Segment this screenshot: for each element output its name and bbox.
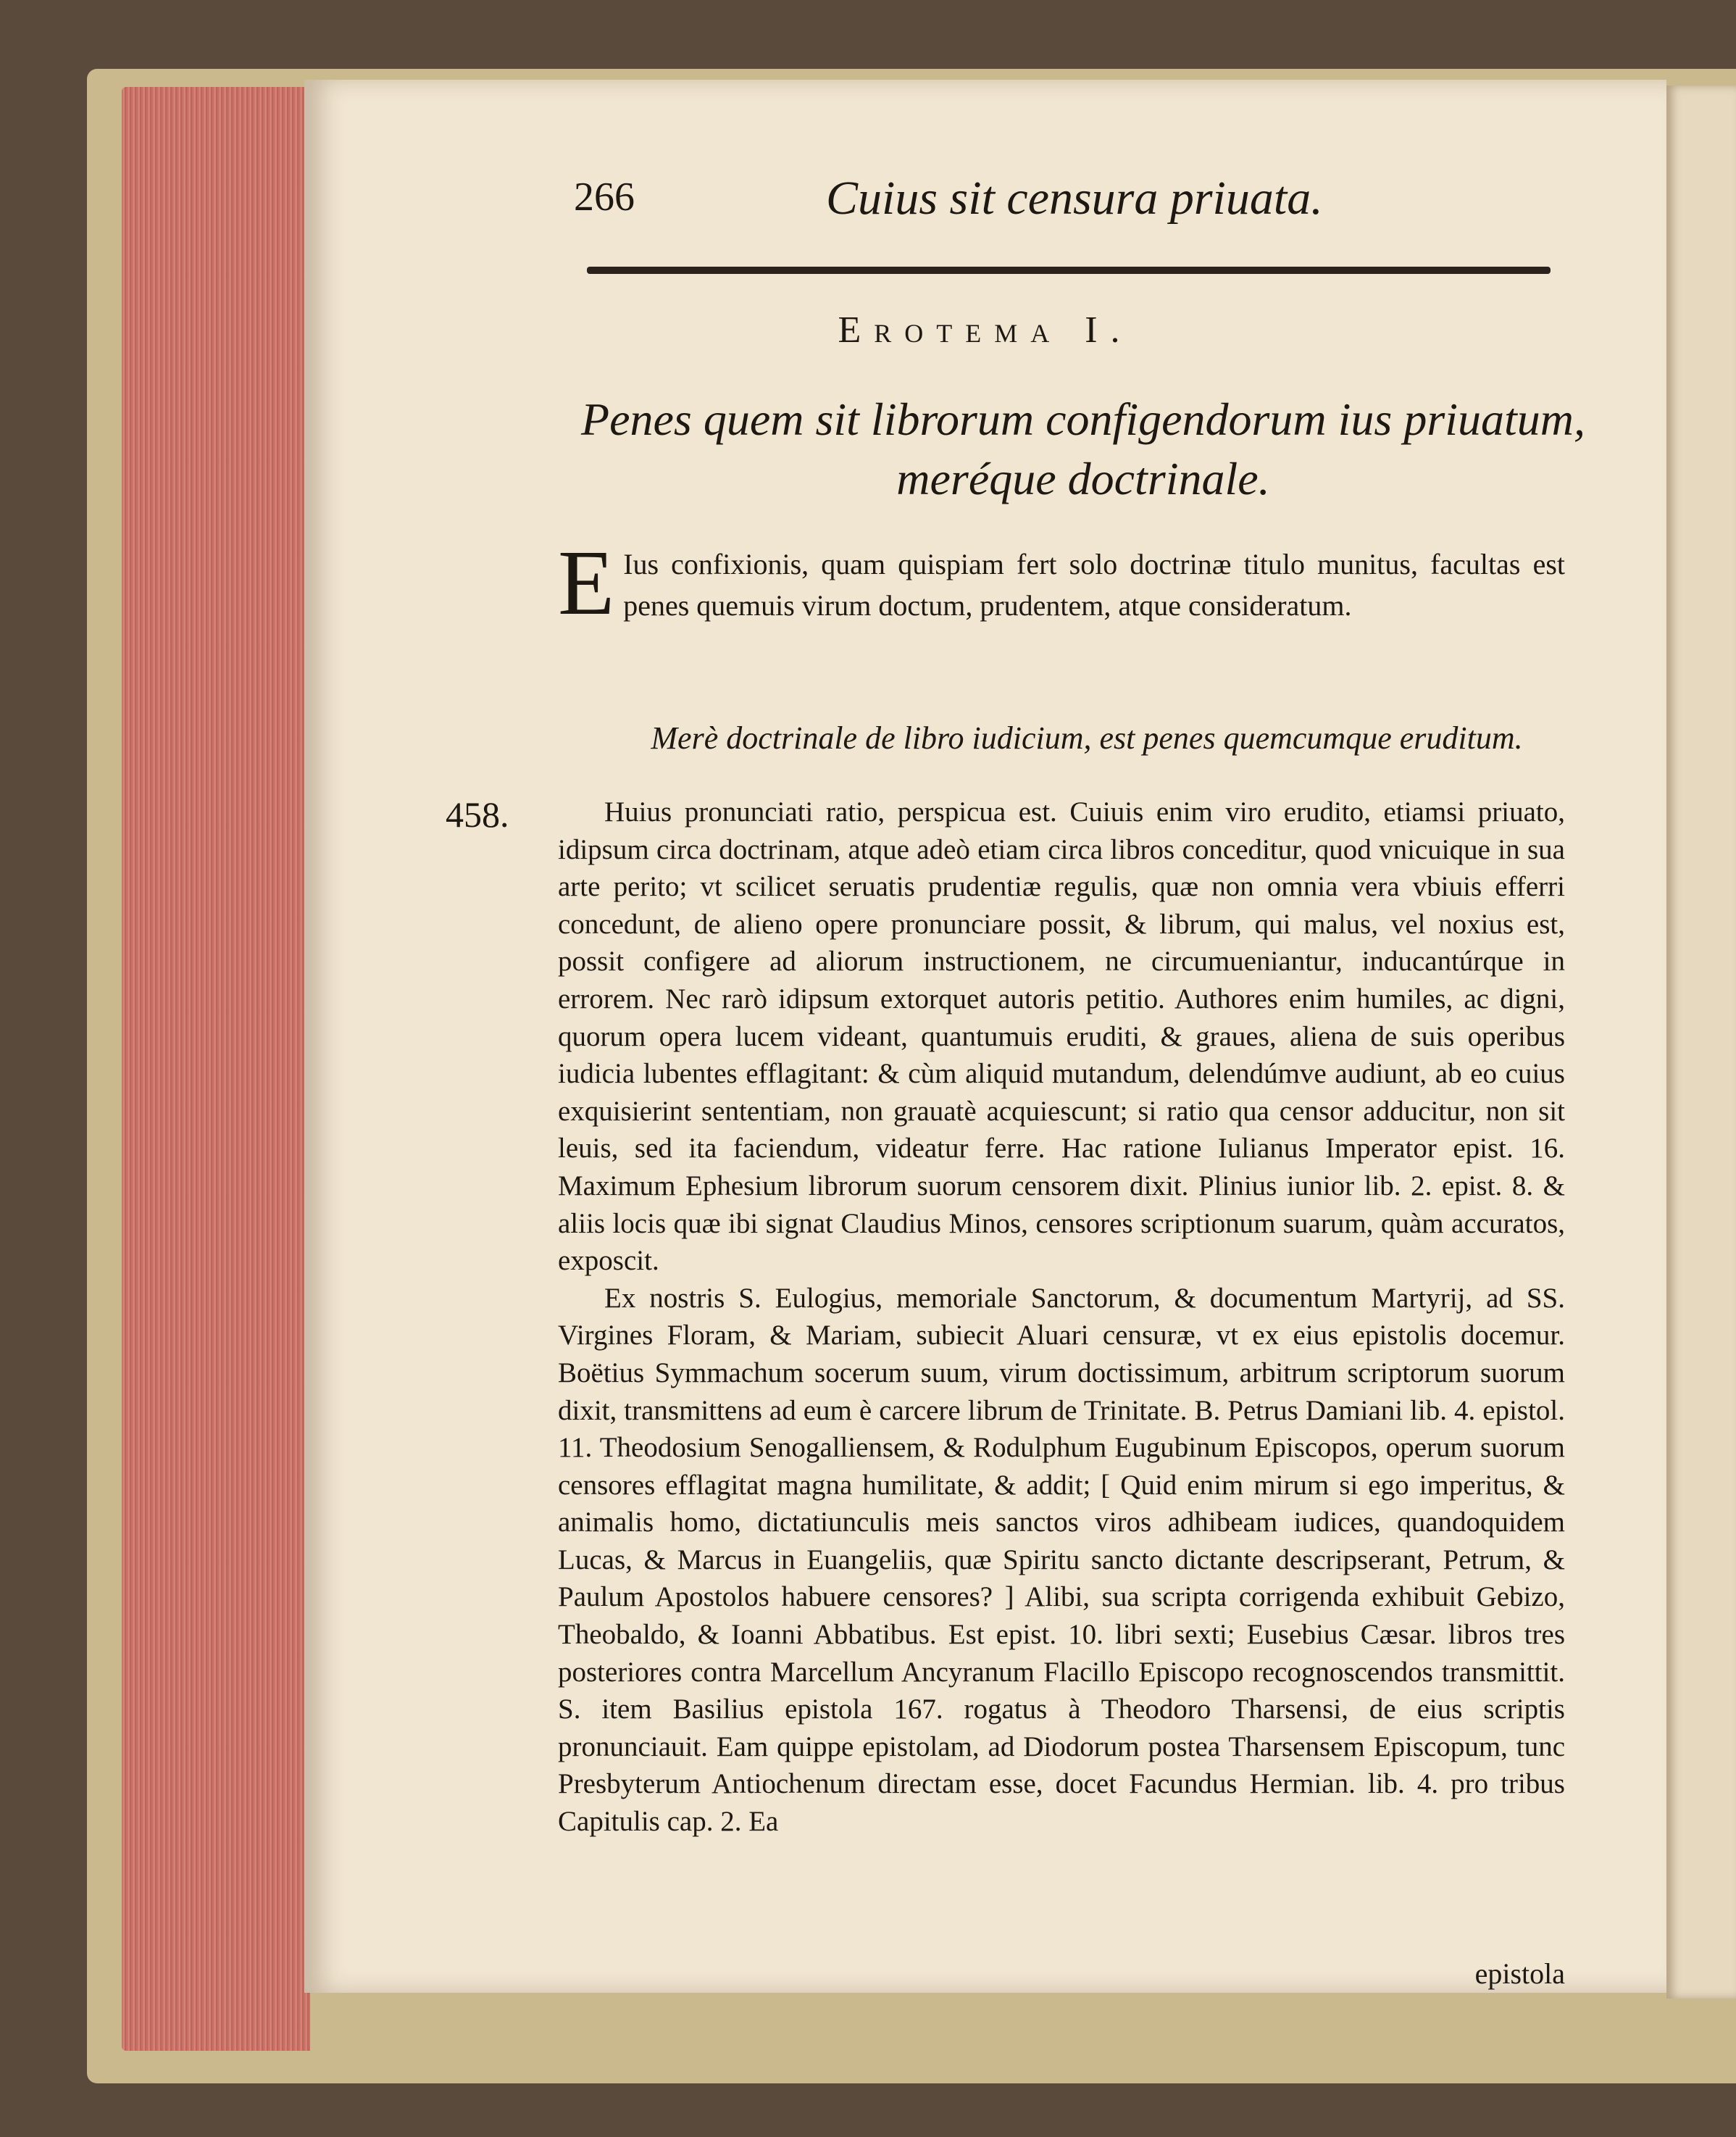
margin-number: 458. — [446, 794, 509, 835]
sub-thesis: Merè doctrinale de libro iudicium, est penes quemcumque eruditum. — [651, 720, 1523, 756]
page-edges — [122, 87, 310, 2051]
running-head: Cuius sit censura priuata. — [826, 172, 1323, 225]
page-number: 266 — [574, 175, 635, 220]
intro-paragraph — [558, 531, 1565, 634]
section-title: Penes quem sit librorum configendorum ius priuatum, meréque doctrinale. — [581, 393, 1585, 504]
paragraph: Huius pronunciati ratio, perspicua est. Cuiuis enim viro erudito, etiamsi priuato, idipsum circa doctrinam, atque adeò etiam circa libros conceditur, quod vnicuique in sua arte perito; vt scilicet seruatis prudentiæ regulis, quæ non omnia vera vbiuis efferri concedunt, de alieno opere pronunciare possit, & librum, qui malus, vel noxius est, possit configere ad aliorum instructionem, ne circumueniantur, inducantúrque in errorem. Nec rarò idipsum extorquet autoris petitio. Authores enim humiles, ac digni, quorum opera lucem videant, quantumuis eruditi, & graues, aliena de suis operibus iudicia lubentes efflagitant: & cùm aliquid mutandum, delendúmve audiunt, ab eo cuius exquisierint sententiam, non grauatè acquiescunt; si ratio qua censor adducitur, non sit leuis, sed ita faciendum, videatur ferre. Hac ratione Iulianus Imperator epist. 16. Maximum Ephesium librorum suorum censorem dixit. Plinius iunior lib. 2. epist. 8. & aliis locis quæ ibi signat Claudius Minos, censores scriptionum suarum, quàm accuratos, exposcit. — [558, 796, 1565, 1277]
facing-page-edge — [1666, 86, 1736, 1999]
intro-text: Ius confixionis, quam quispiam fert solo doctrinæ titulo munitus, facultas est penes quemuis virum doctum, prudentem, atque consideratum. — [623, 548, 1565, 622]
header-rule — [587, 267, 1551, 274]
body-text — [558, 793, 1565, 1841]
drop-capital: E — [558, 531, 615, 634]
catchword: epistola — [1474, 1957, 1565, 1990]
erotema-heading: Erotema I. — [838, 309, 1133, 351]
paragraph: Ex nostris S. Eulogius, memoriale Sanctorum, & documentum Martyrij, ad SS. Virgines Floram, & Mariam, subiecit Aluari censuræ, vt ex eius epistolis docemur. Boëtius Symmachum socerum suum, virum doctissimum, arbitrum scriptorum suorum dixit, transmittens ad eum è carcere librum de Trinitate. B. Petrus Damiani lib. 4. epistol. 11. Theodosium Senogalliensem, & Rodulphum Eugubinum Episcopos, operum suorum censores efflagitat magna humilitate, & addit; [ Quid enim mirum si ego imperitus, & animalis homo, dictatiunculis meis sanctos viros adhibeam iudices, quandoquidem Lucas, & Marcus in Euangeliis, quæ Spiritu sancto dictante descripserant, Petrum, & Paulum Apostolos habuere censores? ] Alibi, sua scripta corrigenda exhibuit Gebizo, Theobaldo, & Ioanni Abbatibus. Est epist. 10. libri sexti; Eusebius Cæsar. libros tres posteriores contra Marcellum Ancyranum Flacillo Episcopo recognoscendos transmittit. S. item Basilius epistola 167. rogatus à Theodoro Tharsensi, de eius scriptis pronunciauit. Eam quippe epistolam, ad Diodorum postea Tharsensem Episcopum, tunc Presbyterum Antiochenum directam esse, docet Facundus Hermian. lib. 4. pro tribus Capitulis cap. 2. Ea — [558, 1282, 1565, 1838]
book-page — [304, 80, 1666, 1993]
